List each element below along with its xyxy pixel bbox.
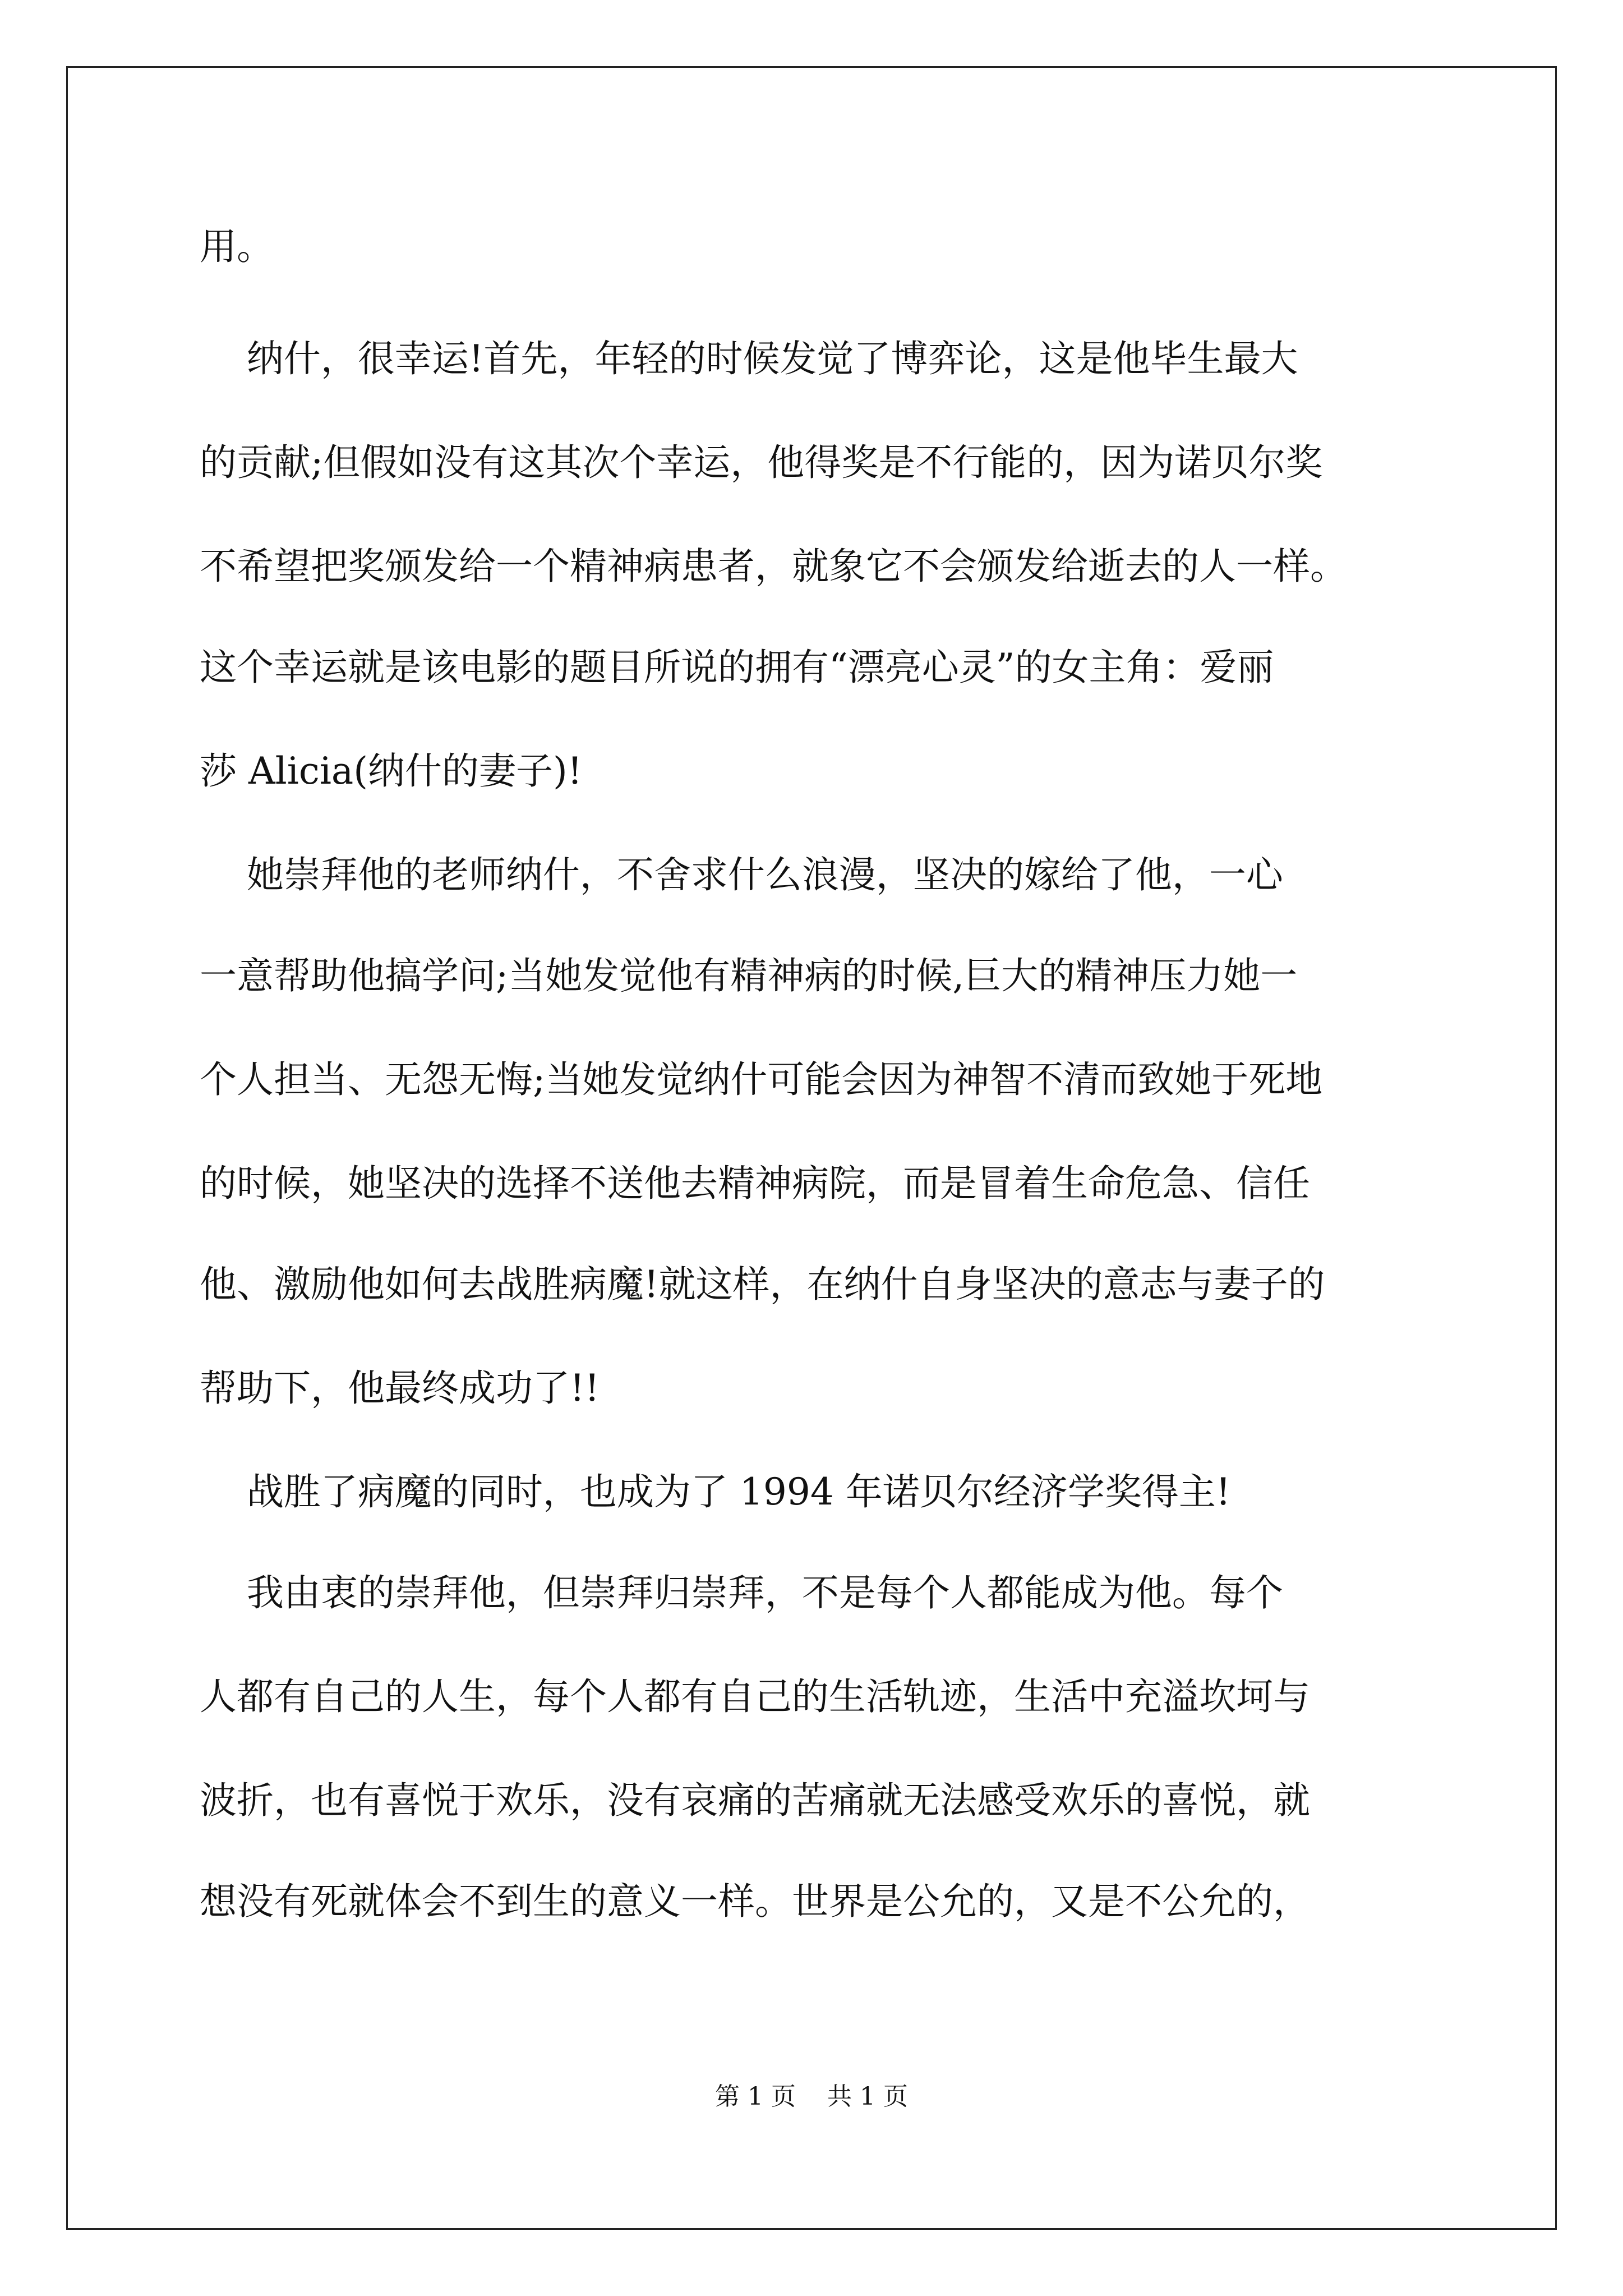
text-line: 一意帮助他搞学问;当她发觉他有精神病的时候,巨大的精神压力她一 [200,954,1298,997]
text-line: 的贡献;但假如没有这其次个幸运，他得奖是不行能的，因为诺贝尔奖 [200,441,1323,484]
text-line: 她崇拜他的老师纳什，不舍求什么浪漫，坚决的嫁给了他，一心 [200,853,1283,896]
page-number: 第 1 页 [715,2082,796,2111]
text-line: 用。 [200,225,274,268]
text-line: 他、激励他如何去战胜病魔!就这样，在纳什自身坚决的意志与妻子的 [200,1263,1325,1306]
text-line: 纳什，很幸运!首先，年轻的时候发觉了博弈论，这是他毕生最大 [200,337,1298,380]
text-line: 的时候，她坚决的选择不送他去精神病院，而是冒着生命危急、信任 [200,1162,1310,1205]
text-line: 波折，也有喜悦于欢乐，没有哀痛的苦痛就无法感受欢乐的喜悦，就 [200,1779,1310,1822]
page-total: 共 1 页 [827,2082,908,2111]
text-line: 想没有死就体会不到生的意义一样。世界是公允的，又是不公允的， [200,1880,1310,1923]
text-line: 莎 Alicia(纳什的妻子)! [200,749,583,793]
page-footer [0,2081,1623,2113]
text-line: 战胜了病魔的同时，也成为了 1994 年诺贝尔经济学奖得主! [200,1470,1231,1513]
text-line: 我由衷的崇拜他，但崇拜归崇拜，不是每个人都能成为他。每个 [200,1571,1283,1614]
text-line: 个人担当、无怨无悔;当她发觉纳什可能会因为神智不清而致她于死地 [200,1058,1323,1101]
text-line: 帮助下，他最终成功了!! [200,1366,600,1410]
text-line: 不希望把奖颁发给一个精神病患者，就象它不会颁发给逝去的人一样。 [200,545,1347,588]
text-line: 这个幸运就是该电影的题目所说的拥有“漂亮心灵”的女主角：爱丽 [200,646,1274,689]
text-line: 人都有自己的人生，每个人都有自己的生活轨迹，生活中充溢坎坷与 [200,1675,1310,1718]
